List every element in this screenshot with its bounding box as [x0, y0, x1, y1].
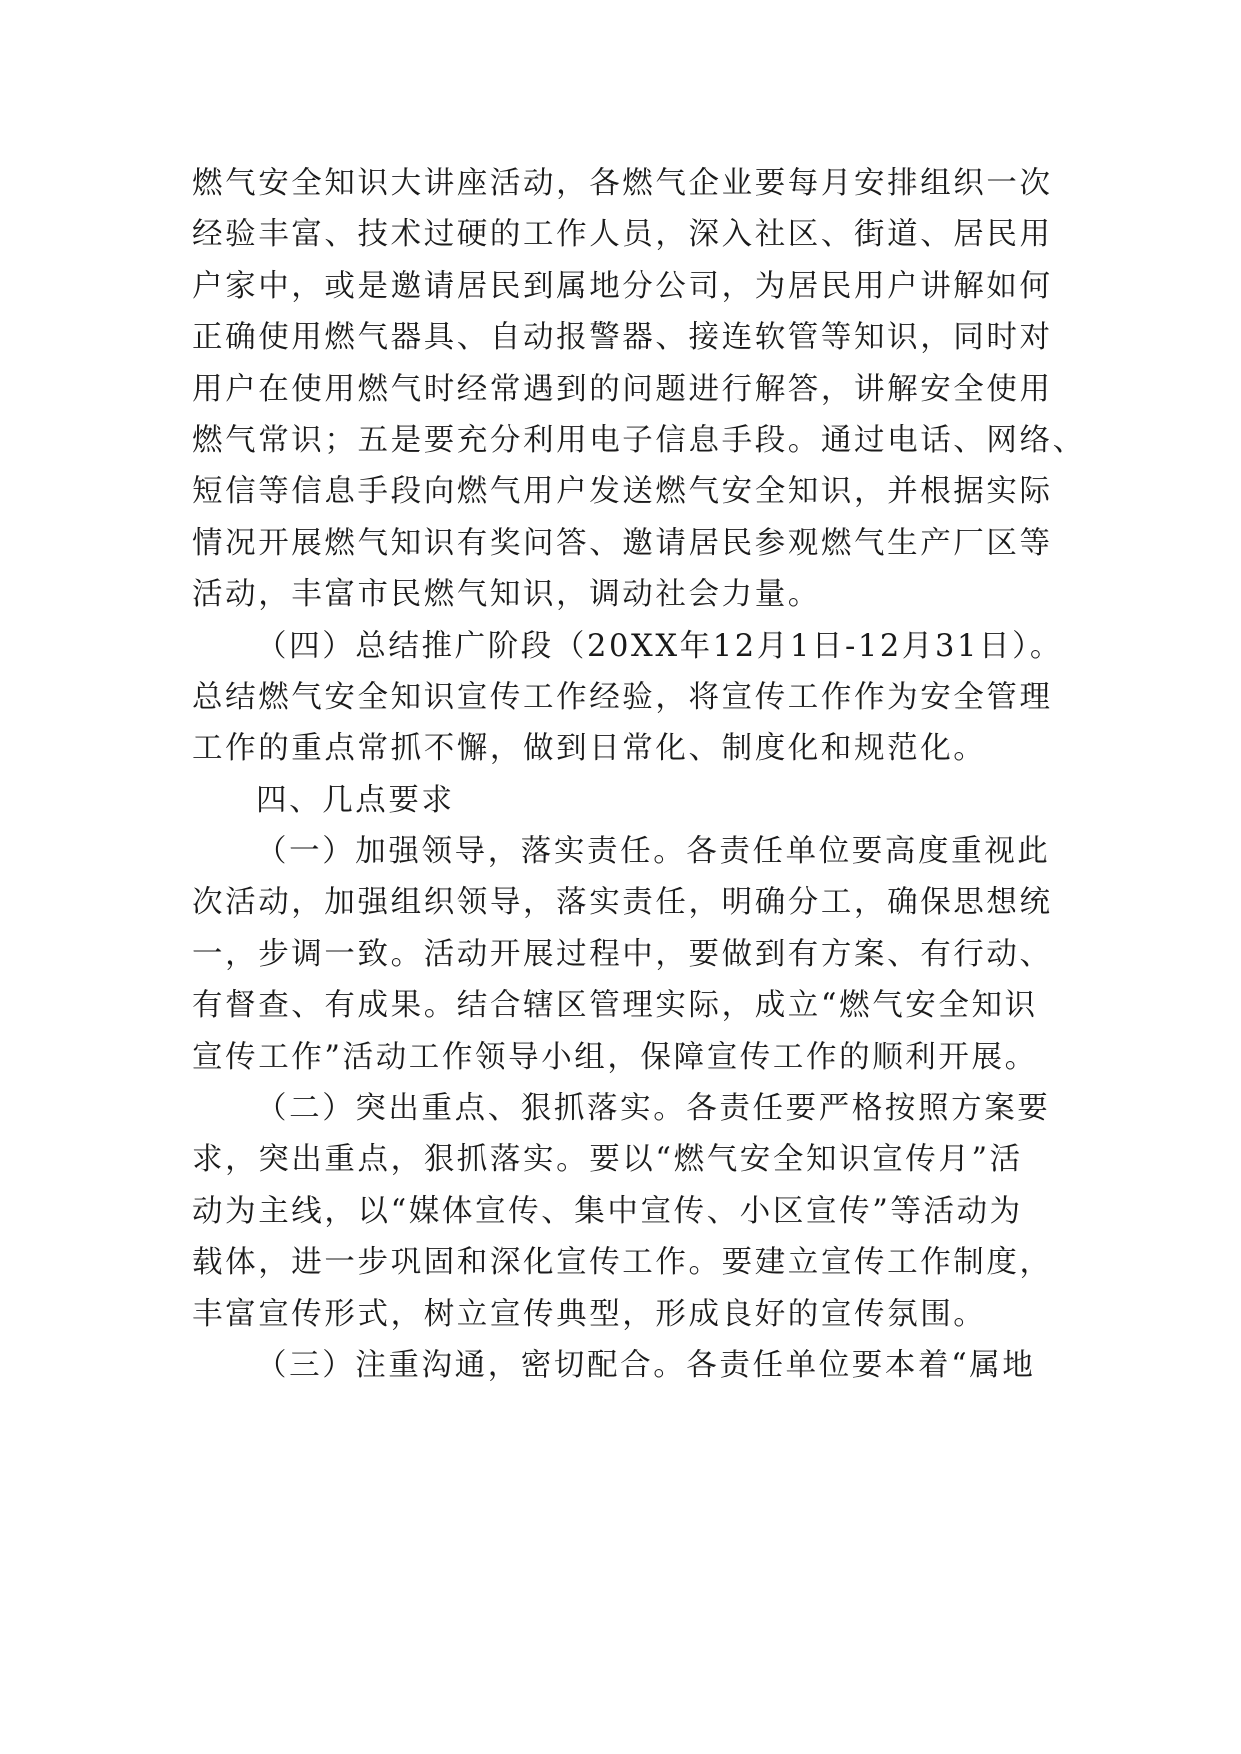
text-line: 工作的重点常抓不懈，做到日常化、制度化和规范化。	[192, 731, 987, 767]
text-line: 活动，丰富市民燃气知识，调动社会力量。	[192, 577, 821, 613]
text-line: 经验丰富、技术过硬的工作人员，深入社区、街道、居民用	[192, 217, 1053, 253]
text-line: 一，步调一致。活动开展过程中，要做到有方案、有行动、	[192, 936, 1053, 972]
text-line: 燃气安全知识大讲座活动，各燃气企业要每月安排组织一次	[192, 166, 1053, 201]
text-line: 总结燃气安全知识宣传工作经验，将宣传工作作为安全管理	[192, 679, 1053, 715]
paragraph-first-line: （四）总结推广阶段（20XX年12月1日-12月31日）。	[256, 628, 1064, 664]
paragraph-first-line: （二）突出重点、狠抓落实。各责任要严格按照方案要	[256, 1091, 1051, 1127]
text-line: 燃气常识；五是要充分利用电子信息手段。通过电话、网络、	[192, 422, 1086, 458]
text-line: 户家中，或是邀请居民到属地分公司，为居民用户讲解如何	[192, 268, 1053, 304]
text-line: 短信等信息手段向燃气用户发送燃气安全知识，并根据实际	[192, 474, 1053, 510]
text-line: 次活动，加强组织领导，落实责任，明确分工，确保思想统	[192, 885, 1053, 921]
text-line: 用户在使用燃气时经常遇到的问题进行解答，讲解安全使用	[192, 371, 1053, 407]
paragraph-first-line: （三）注重沟通，密切配合。各责任单位要本着“属地	[256, 1347, 1036, 1383]
text-line: 正确使用燃气器具、自动报警器、接连软管等知识，同时对	[192, 320, 1053, 356]
paragraph-first-line: 四、几点要求	[256, 782, 455, 818]
text-line: 载体，进一步巩固和深化宣传工作。要建立宣传工作制度，	[192, 1245, 1053, 1281]
text-line: 丰富宣传形式，树立宣传典型，形成良好的宣传氛围。	[192, 1296, 987, 1332]
text-line: 求，突出重点，狠抓落实。要以“燃气安全知识宣传月”活	[192, 1142, 1023, 1178]
document-body-text	[192, 158, 1086, 1391]
text-line: 有督查、有成果。结合辖区管理实际，成立“燃气安全知识	[192, 988, 1038, 1024]
text-line: 动为主线，以“媒体宣传、集中宣传、小区宣传”等活动为	[192, 1193, 1023, 1229]
text-line: 宣传工作”活动工作领导小组，保障宣传工作的顺利开展。	[192, 1039, 1038, 1075]
text-line: 情况开展燃气知识有奖问答、邀请居民参观燃气生产厂区等	[192, 525, 1053, 561]
paragraph-first-line: （一）加强领导，落实责任。各责任单位要高度重视此	[256, 834, 1051, 870]
